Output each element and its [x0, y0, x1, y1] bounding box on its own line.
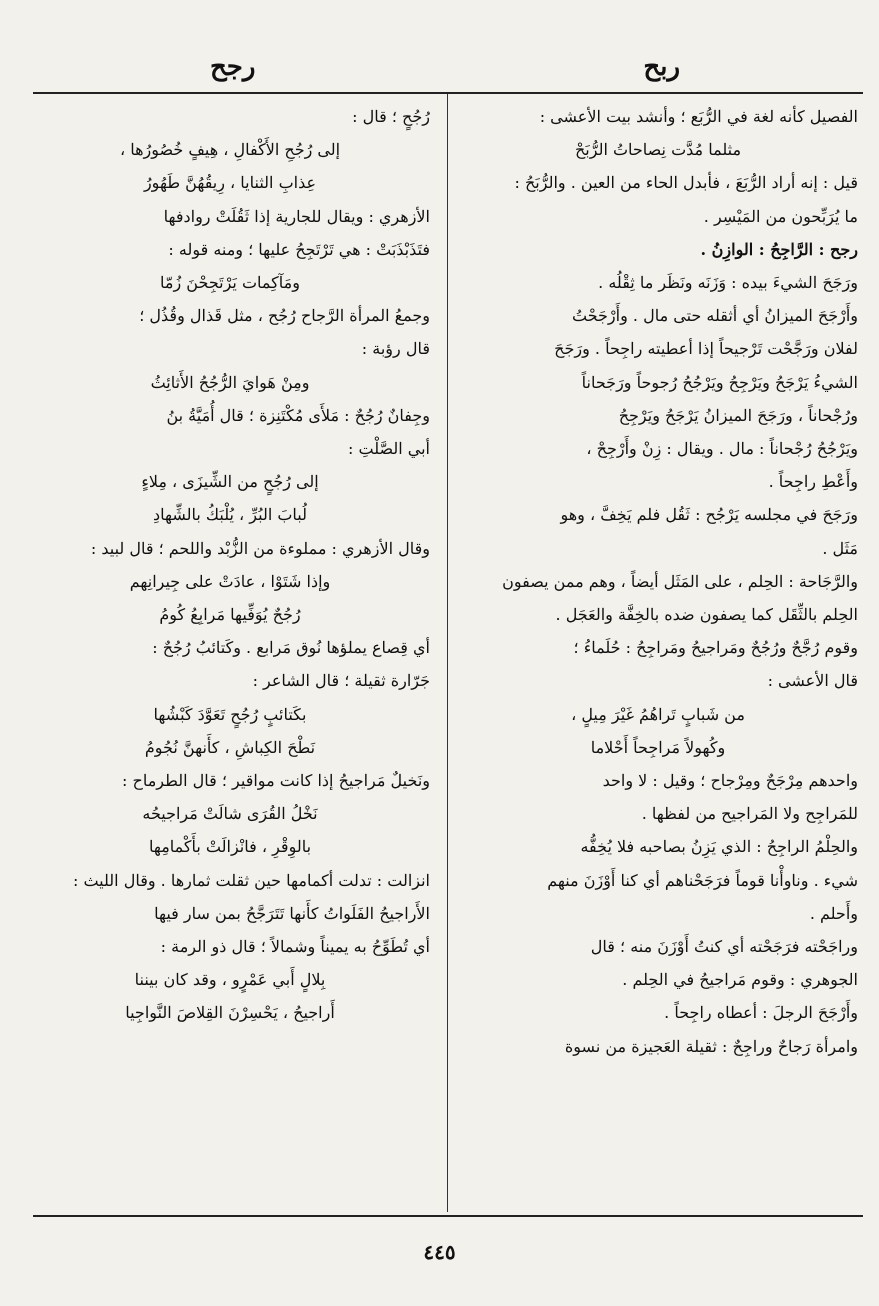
text-line: انزالت : تدلت أكمامها حين ثقلت ثمارها . وقال الليث :: [72, 870, 430, 890]
text-line: وأَعْطِ راجِحاً .: [768, 472, 858, 492]
right-column: [458, 100, 858, 1208]
verse-line: إلى رُجُحِ الأَكْفالِ ، هِيفٍ خُصُورُها ،: [119, 140, 341, 160]
text-line: لفلان ورَجَّحْت تَرْجيحاً إذا أعطيته راجِحاً . ورَجَحَ: [554, 339, 858, 359]
page-header: [30, 52, 850, 86]
verse-line: أَراجيحُ ، يَحْسِرْنَ القِلاصَ النَّواجِيا: [125, 1003, 335, 1023]
page-number: ٤٤٥: [423, 1240, 456, 1264]
text-line: شيء . وناوأْنا قوماً فرَجَحْناهم أي كنا أَوْزَنَ منهم: [547, 870, 858, 890]
text-line: الفصيل كأنه لغة في الرُّبَع ؛ وأنشد بيت الأعشى :: [539, 107, 858, 126]
text-line: والرَّجَاحة : الحِلم ، على المَثَل أيضاً ، وهم ممن يصفون: [502, 571, 858, 591]
verse-line: من شَبابٍ تَراهُمُ غَيْرَ مِيلٍ ،: [571, 704, 745, 724]
text-line: الأزهري : ويقال للجارية إذا ثَقُلَتْ روادفها: [163, 206, 430, 226]
text-line: وجِفانٌ رُجُحٌ : مَلأَى مُكْتَنِزة ؛ قال أُمَيَّةُ بنُ: [166, 405, 430, 425]
verse-line: بِلالٍ أَبي عَمْرٍو ، وقد كان بيننا: [134, 970, 326, 990]
verse-line: بالوِقْرِ ، فانْزالَتْ بأَكْمامِها: [148, 837, 312, 857]
text-line: الأَراجيحُ الفَلَواتُ كأَنها تَتَرَجَّحُ بمن سار فيها: [154, 903, 430, 923]
text-line: أبي الصَّلْتِ :: [348, 439, 430, 459]
column-divider: [447, 94, 448, 1212]
text-line: للمَراجِح ولا المَراجيح من لفظها .: [641, 804, 858, 824]
verse-line: عِذابِ الثنايا ، رِيقُهُنَّ طَهُورُ: [143, 173, 317, 193]
verse-line: لُبابَ البُرِّ ، يُلْبَكُ بالشِّهادِ: [152, 505, 308, 525]
verse-line: نَخْلُ القُرَى شالَتْ مَراجيحُه: [142, 804, 318, 824]
text-line: وأَحلم .: [809, 903, 858, 923]
text-line: ورُجْحاناً ، ورَجَحَ الميزانُ يَرْجَحُ ويَرْجِحُ: [618, 405, 858, 425]
left-headword: رجح: [210, 52, 256, 82]
text-line: وأَرْجَحَ الرجلَ : أعطاه راجِحاً .: [664, 1003, 858, 1023]
text-line: ما يُرَبِّحون من المَيْسِر .: [703, 206, 858, 226]
verse-line: ومِنْ هَوايَ الرُّجُحُ الأَثائِثُ: [150, 372, 310, 392]
text-line: والحِلْمُ الراجِحُ : الذي يَزِنُ بصاحبه فلا يُخِفُّه: [580, 837, 858, 857]
text-line: جَرّارة ثقيلة ؛ قال الشاعر :: [252, 671, 430, 691]
text-line: وقال الأزهري : مملوءة من الزُّبْد واللحم ؛ قال لبيد :: [90, 538, 430, 558]
text-line: الجوهري : وقوم مَراجيحُ في الحِلم .: [622, 970, 858, 990]
text-line: قال الأعشى :: [767, 671, 858, 691]
header-rule: [33, 92, 863, 94]
verse-line: مثلما مُدَّت نِصاحاتُ الرُّبَحْ: [574, 140, 742, 160]
text-line: مَثَل .: [822, 538, 858, 558]
text-line: وأَرْجَحَ الميزانُ أي أثقله حتى مال . وأَرْجَحْتُ: [571, 306, 858, 326]
entry-headword-line: رجح : الرَّاجِحُ : الوازِنُ .: [700, 239, 858, 259]
text-line: قيل : إنه أراد الرُّبَعَ ، فأبدل الحاء من العين . والرُّبَحُ :: [514, 173, 858, 193]
text-line: قال رؤبة :: [361, 339, 430, 359]
text-line: فتَذَبْذَبَتْ : هي تَرْتَجِحُ عليها ؛ ومنه قوله :: [168, 239, 430, 259]
text-line: ورَجَحَ في مجلسه يَرْجُح : ثَقُل فلم يَخِفَّ ، وهو: [560, 505, 858, 525]
verse-line: إلى رُجُحٍ من الشِّيزَى ، مِلاءٍ: [141, 472, 319, 492]
left-column: [30, 100, 430, 1208]
text-line: وراجَحْته فرَجَحْته أي كنتُ أَوْزَنَ منه ؛ قال: [590, 937, 858, 957]
verse-line: بكَتائبٍ رُجُحٍ تَعَوَّدَ كَبْشُها: [153, 704, 307, 724]
verse-line: ومَآكِمات يَرْتَجِحْنَ زُمّا: [160, 273, 300, 293]
text-line: الحِلم بالثِّقَل كما يصفون ضده بالخِفَّة والعَجَل .: [555, 605, 858, 625]
text-line: ويَرْجُحُ رُجْحاناً : مال . ويقال : زِنْ وأَرْجِحْ ،: [586, 439, 858, 459]
verse-line: نَطْحَ الكِباشِ ، كأَنهنَّ نُجُومُ: [144, 737, 316, 757]
right-headword: ربح: [643, 52, 680, 82]
verse-line: وكُهولاً مَراجِحاً أَحْلاما: [590, 737, 726, 757]
footer-rule: [33, 1215, 863, 1217]
text-line: أي تُطَوِّحُ به يميناً وشمالاً ؛ قال ذو الرمة :: [160, 937, 430, 957]
text-line: ونَخيلٌ مَراجيحُ إذا كانت مواقير ؛ قال الطرماح :: [122, 771, 430, 791]
text-line: واحدهم مِرْجَحٌ ومِرْجاح ؛ وقيل : لا واحد: [602, 771, 858, 791]
text-line: ورَجَحَ الشيءَ بيده : وَزَنَه ونَظَر ما ثِقْلُه .: [598, 273, 858, 293]
text-line: وقوم رُجَّحٌ ورُجُحٌ ومَراجيحُ ومَراجِحُ : حُلَماءُ ؛: [573, 638, 858, 658]
text-line: وجمعُ المرأة الرَّجاح رُجُح ، مثل قَذال وقُذُل ؛: [139, 306, 430, 326]
text-line: الشيءُ يَرْجَحُ ويَرْجِحُ ويَرْجُحُ رُجوحاً ورَجَحاناً: [581, 372, 858, 392]
text-line: وامرأة رَجاحٌ وراجِحٌ : ثقيلة العَجيزة من نسوة: [564, 1036, 858, 1056]
text-line: أي قِصاع يملؤها نُوق مَرابع . وكَتائبُ رُجُحٌ :: [152, 638, 430, 658]
verse-line: وإذا شَتَوْا ، عادَتْ على جِيرانِهم: [129, 571, 331, 591]
verse-line: رُجُحٌ يُوَفِّيها مَرابِعُ كُومُ: [159, 605, 301, 625]
text-line: رُجُحٍ ؛ قال :: [352, 107, 430, 126]
